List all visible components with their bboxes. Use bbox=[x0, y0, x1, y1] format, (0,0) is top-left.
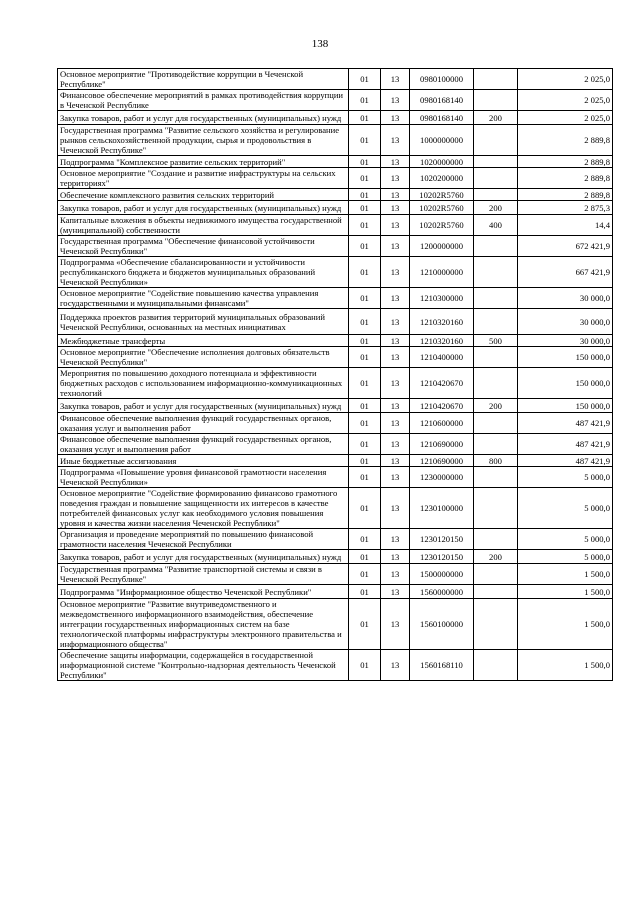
row-amount-cell: 30 000,0 bbox=[518, 309, 613, 335]
row-section-cell: 01 bbox=[349, 488, 381, 529]
table-row bbox=[58, 257, 613, 288]
table-row bbox=[58, 585, 613, 599]
row-amount-cell: 1 500,0 bbox=[518, 585, 613, 599]
row-section-cell: 01 bbox=[349, 309, 381, 335]
table-row bbox=[58, 189, 613, 201]
row-target-article-cell: 1230120150 bbox=[410, 550, 474, 564]
table-row bbox=[58, 564, 613, 585]
table-row bbox=[58, 455, 613, 467]
row-name-cell: Мероприятия по повышению доходного потенциала и эффективности бюджетных расходов с использованием информационно-коммуникационных технологий bbox=[58, 368, 349, 399]
row-name-cell: Финансовое обеспечение выполнения функций государственных органов, оказания услуг и выполнения работ bbox=[58, 434, 349, 455]
table-row bbox=[58, 69, 613, 90]
row-subsection-cell: 13 bbox=[381, 156, 410, 168]
row-amount-cell: 2 875,3 bbox=[518, 201, 613, 215]
row-expense-type-cell: 500 bbox=[474, 335, 518, 347]
row-expense-type-cell bbox=[474, 189, 518, 201]
row-target-article-cell: 1210300000 bbox=[410, 288, 474, 309]
table-row bbox=[58, 599, 613, 650]
table-row bbox=[58, 347, 613, 368]
row-target-article-cell: 10202R5760 bbox=[410, 201, 474, 215]
row-expense-type-cell bbox=[474, 257, 518, 288]
row-target-article-cell: 0980100000 bbox=[410, 69, 474, 90]
row-expense-type-cell bbox=[474, 168, 518, 189]
row-amount-cell: 150 000,0 bbox=[518, 347, 613, 368]
row-target-article-cell: 1020200000 bbox=[410, 168, 474, 189]
row-name-cell: Капитальные вложения в объекты недвижимого имущества государственной (муниципальной) собственности bbox=[58, 215, 349, 236]
row-amount-cell: 30 000,0 bbox=[518, 335, 613, 347]
row-name-cell: Подпрограмма «Повышение уровня финансовой грамотности населения Чеченской Республики» bbox=[58, 467, 349, 488]
row-name-cell: Государственная программа "Развитие транспортной системы и связи в Чеченской Республике" bbox=[58, 564, 349, 585]
row-expense-type-cell bbox=[474, 347, 518, 368]
table-row bbox=[58, 156, 613, 168]
row-subsection-cell: 13 bbox=[381, 599, 410, 650]
row-subsection-cell: 13 bbox=[381, 236, 410, 257]
row-subsection-cell: 13 bbox=[381, 215, 410, 236]
row-target-article-cell: 1000000000 bbox=[410, 125, 474, 156]
table-row bbox=[58, 368, 613, 399]
row-target-article-cell: 0980168140 bbox=[410, 111, 474, 125]
row-target-article-cell: 10202R5760 bbox=[410, 215, 474, 236]
table-row bbox=[58, 399, 613, 413]
row-section-cell: 01 bbox=[349, 189, 381, 201]
row-name-cell: Подпрограмма "Комплексное развитие сельских территорий" bbox=[58, 156, 349, 168]
table-row bbox=[58, 111, 613, 125]
row-target-article-cell: 1210690000 bbox=[410, 434, 474, 455]
row-expense-type-cell bbox=[474, 529, 518, 550]
table-row bbox=[58, 467, 613, 488]
row-amount-cell: 14,4 bbox=[518, 215, 613, 236]
row-expense-type-cell bbox=[474, 236, 518, 257]
row-name-cell: Основное мероприятие "Содействие формированию финансово грамотного поведения граждан и повышение защищенности их интересов в качестве потребителей финансовых услуг как необходимого условия повышения уровня и качества жизни населения Чеченской Республики" bbox=[58, 488, 349, 529]
row-name-cell: Основное мероприятие "Обеспечение исполнения долговых обязательств Чеченской Республики" bbox=[58, 347, 349, 368]
row-section-cell: 01 bbox=[349, 564, 381, 585]
row-section-cell: 01 bbox=[349, 455, 381, 467]
row-amount-cell: 150 000,0 bbox=[518, 368, 613, 399]
row-name-cell: Финансовое обеспечение выполнения функций государственных органов, оказания услуг и выполнения работ bbox=[58, 413, 349, 434]
table-row bbox=[58, 335, 613, 347]
row-target-article-cell: 1230100000 bbox=[410, 488, 474, 529]
row-expense-type-cell bbox=[474, 564, 518, 585]
row-amount-cell: 1 500,0 bbox=[518, 564, 613, 585]
row-amount-cell: 30 000,0 bbox=[518, 288, 613, 309]
row-expense-type-cell: 800 bbox=[474, 455, 518, 467]
row-name-cell: Поддержка проектов развития территорий муниципальных образований Чеченской Республики, основанных на местных инициативах bbox=[58, 309, 349, 335]
row-amount-cell: 5 000,0 bbox=[518, 529, 613, 550]
row-amount-cell: 150 000,0 bbox=[518, 399, 613, 413]
row-target-article-cell: 1210690000 bbox=[410, 455, 474, 467]
row-name-cell: Государственная программа "Обеспечение финансовой устойчивости Чеченской Республики" bbox=[58, 236, 349, 257]
row-target-article-cell: 1210000000 bbox=[410, 257, 474, 288]
row-amount-cell: 2 025,0 bbox=[518, 69, 613, 90]
row-amount-cell: 5 000,0 bbox=[518, 467, 613, 488]
row-amount-cell: 5 000,0 bbox=[518, 488, 613, 529]
row-subsection-cell: 13 bbox=[381, 467, 410, 488]
table-row bbox=[58, 125, 613, 156]
row-expense-type-cell: 200 bbox=[474, 201, 518, 215]
row-name-cell: Основное мероприятие "Содействие повышению качества управления государственными и муниципальными финансами" bbox=[58, 288, 349, 309]
row-section-cell: 01 bbox=[349, 236, 381, 257]
table-row bbox=[58, 434, 613, 455]
row-name-cell: Закупка товаров, работ и услуг для государственных (муниципальных) нужд bbox=[58, 111, 349, 125]
row-target-article-cell: 0980168140 bbox=[410, 90, 474, 111]
row-subsection-cell: 13 bbox=[381, 69, 410, 90]
row-section-cell: 01 bbox=[349, 335, 381, 347]
row-amount-cell: 487 421,9 bbox=[518, 455, 613, 467]
row-target-article-cell: 10202R5760 bbox=[410, 189, 474, 201]
table-row bbox=[58, 90, 613, 111]
row-subsection-cell: 13 bbox=[381, 413, 410, 434]
table-row bbox=[58, 650, 613, 681]
table-row bbox=[58, 215, 613, 236]
row-subsection-cell: 13 bbox=[381, 335, 410, 347]
row-amount-cell: 672 421,9 bbox=[518, 236, 613, 257]
row-subsection-cell: 13 bbox=[381, 168, 410, 189]
row-amount-cell: 2 889,8 bbox=[518, 156, 613, 168]
row-expense-type-cell bbox=[474, 69, 518, 90]
row-name-cell: Закупка товаров, работ и услуг для государственных (муниципальных) нужд bbox=[58, 550, 349, 564]
row-section-cell: 01 bbox=[349, 399, 381, 413]
row-name-cell: Основное мероприятие "Противодействие коррупции в Чеченской Республике" bbox=[58, 69, 349, 90]
row-subsection-cell: 13 bbox=[381, 399, 410, 413]
row-subsection-cell: 13 bbox=[381, 90, 410, 111]
row-target-article-cell: 1560000000 bbox=[410, 585, 474, 599]
row-section-cell: 01 bbox=[349, 125, 381, 156]
row-expense-type-cell: 400 bbox=[474, 215, 518, 236]
row-name-cell: Закупка товаров, работ и услуг для государственных (муниципальных) нужд bbox=[58, 399, 349, 413]
row-amount-cell: 2 889,8 bbox=[518, 168, 613, 189]
row-subsection-cell: 13 bbox=[381, 585, 410, 599]
table-row bbox=[58, 309, 613, 335]
row-amount-cell: 2 025,0 bbox=[518, 111, 613, 125]
page-number: 138 bbox=[311, 38, 329, 50]
row-subsection-cell: 13 bbox=[381, 189, 410, 201]
row-section-cell: 01 bbox=[349, 156, 381, 168]
row-target-article-cell: 1560168110 bbox=[410, 650, 474, 681]
row-section-cell: 01 bbox=[349, 529, 381, 550]
row-target-article-cell: 1210420670 bbox=[410, 368, 474, 399]
table-row bbox=[58, 529, 613, 550]
row-name-cell: Государственная программа "Развитие сельского хозяйства и регулирование рынков сельскохозяйственной продукции, сырья и продовольствия в Чеченской Республике" bbox=[58, 125, 349, 156]
row-target-article-cell: 1210320160 bbox=[410, 309, 474, 335]
row-subsection-cell: 13 bbox=[381, 434, 410, 455]
row-expense-type-cell bbox=[474, 125, 518, 156]
row-amount-cell: 2 889,8 bbox=[518, 125, 613, 156]
row-target-article-cell: 1200000000 bbox=[410, 236, 474, 257]
table-row bbox=[58, 236, 613, 257]
table-row bbox=[58, 201, 613, 215]
row-name-cell: Финансовое обеспечение мероприятий в рамках противодействия коррупции в Чеченской Республике bbox=[58, 90, 349, 111]
row-subsection-cell: 13 bbox=[381, 111, 410, 125]
row-expense-type-cell bbox=[474, 413, 518, 434]
row-section-cell: 01 bbox=[349, 413, 381, 434]
row-amount-cell: 667 421,9 bbox=[518, 257, 613, 288]
row-name-cell: Подпрограмма «Обеспечение сбалансированности и устойчивости республиканского бюджета и бюджетов муниципальных образований Чеченской Республики» bbox=[58, 257, 349, 288]
row-expense-type-cell bbox=[474, 156, 518, 168]
row-target-article-cell: 1210420670 bbox=[410, 399, 474, 413]
row-amount-cell: 5 000,0 bbox=[518, 550, 613, 564]
row-name-cell: Основное мероприятие "Создание и развитие инфраструктуры на сельских территориях" bbox=[58, 168, 349, 189]
budget-table bbox=[57, 68, 613, 681]
row-expense-type-cell bbox=[474, 434, 518, 455]
row-expense-type-cell bbox=[474, 488, 518, 529]
row-amount-cell: 2 889,8 bbox=[518, 189, 613, 201]
row-section-cell: 01 bbox=[349, 257, 381, 288]
table-row bbox=[58, 413, 613, 434]
row-name-cell: Организация и проведение мероприятий по повышению финансовой грамотности населения Чеченской Республики bbox=[58, 529, 349, 550]
row-amount-cell: 2 025,0 bbox=[518, 90, 613, 111]
row-name-cell: Межбюджетные трансферты bbox=[58, 335, 349, 347]
row-section-cell: 01 bbox=[349, 599, 381, 650]
row-section-cell: 01 bbox=[349, 368, 381, 399]
row-target-article-cell: 1560100000 bbox=[410, 599, 474, 650]
row-subsection-cell: 13 bbox=[381, 368, 410, 399]
table-row bbox=[58, 288, 613, 309]
row-subsection-cell: 13 bbox=[381, 550, 410, 564]
row-expense-type-cell bbox=[474, 288, 518, 309]
row-section-cell: 01 bbox=[349, 347, 381, 368]
row-subsection-cell: 13 bbox=[381, 257, 410, 288]
row-subsection-cell: 13 bbox=[381, 650, 410, 681]
row-subsection-cell: 13 bbox=[381, 288, 410, 309]
row-amount-cell: 1 500,0 bbox=[518, 599, 613, 650]
row-name-cell: Подпрограмма "Информационное общество Чеченской Республики" bbox=[58, 585, 349, 599]
row-section-cell: 01 bbox=[349, 111, 381, 125]
row-expense-type-cell: 200 bbox=[474, 550, 518, 564]
row-expense-type-cell bbox=[474, 599, 518, 650]
row-name-cell: Иные бюджетные ассигнования bbox=[58, 455, 349, 467]
row-section-cell: 01 bbox=[349, 69, 381, 90]
row-subsection-cell: 13 bbox=[381, 529, 410, 550]
row-name-cell: Закупка товаров, работ и услуг для государственных (муниципальных) нужд bbox=[58, 201, 349, 215]
row-target-article-cell: 1210320160 bbox=[410, 335, 474, 347]
row-expense-type-cell bbox=[474, 90, 518, 111]
row-section-cell: 01 bbox=[349, 434, 381, 455]
row-subsection-cell: 13 bbox=[381, 347, 410, 368]
row-section-cell: 01 bbox=[349, 168, 381, 189]
row-amount-cell: 487 421,9 bbox=[518, 434, 613, 455]
row-target-article-cell: 1230000000 bbox=[410, 467, 474, 488]
row-name-cell: Обеспечение защиты информации, содержащейся в государственной информационной системе "Контрольно-надзорная деятельность Чеченской Республики" bbox=[58, 650, 349, 681]
row-expense-type-cell bbox=[474, 650, 518, 681]
row-expense-type-cell: 200 bbox=[474, 399, 518, 413]
row-amount-cell: 1 500,0 bbox=[518, 650, 613, 681]
row-target-article-cell: 1210400000 bbox=[410, 347, 474, 368]
row-amount-cell: 487 421,9 bbox=[518, 413, 613, 434]
row-expense-type-cell bbox=[474, 467, 518, 488]
row-expense-type-cell bbox=[474, 585, 518, 599]
row-subsection-cell: 13 bbox=[381, 564, 410, 585]
table-row bbox=[58, 488, 613, 529]
row-name-cell: Обеспечение комплексного развития сельских территорий bbox=[58, 189, 349, 201]
row-section-cell: 01 bbox=[349, 650, 381, 681]
row-section-cell: 01 bbox=[349, 288, 381, 309]
row-subsection-cell: 13 bbox=[381, 309, 410, 335]
row-section-cell: 01 bbox=[349, 550, 381, 564]
row-section-cell: 01 bbox=[349, 585, 381, 599]
row-name-cell: Основное мероприятие "Развитие внутриведомственного и межведомственного информационного взаимодействия, обеспечение интеграции государственных информационных систем на базе технологической платформы инфраструктуры электронного правительства и информационного общества" bbox=[58, 599, 349, 650]
row-subsection-cell: 13 bbox=[381, 201, 410, 215]
table-row bbox=[58, 168, 613, 189]
row-target-article-cell: 1210600000 bbox=[410, 413, 474, 434]
row-expense-type-cell bbox=[474, 368, 518, 399]
row-subsection-cell: 13 bbox=[381, 488, 410, 529]
row-target-article-cell: 1230120150 bbox=[410, 529, 474, 550]
row-subsection-cell: 13 bbox=[381, 125, 410, 156]
row-target-article-cell: 1020000000 bbox=[410, 156, 474, 168]
row-target-article-cell: 1500000000 bbox=[410, 564, 474, 585]
table-row bbox=[58, 550, 613, 564]
row-expense-type-cell: 200 bbox=[474, 111, 518, 125]
row-subsection-cell: 13 bbox=[381, 455, 410, 467]
row-expense-type-cell bbox=[474, 309, 518, 335]
row-section-cell: 01 bbox=[349, 467, 381, 488]
row-section-cell: 01 bbox=[349, 90, 381, 111]
row-section-cell: 01 bbox=[349, 215, 381, 236]
row-section-cell: 01 bbox=[349, 201, 381, 215]
